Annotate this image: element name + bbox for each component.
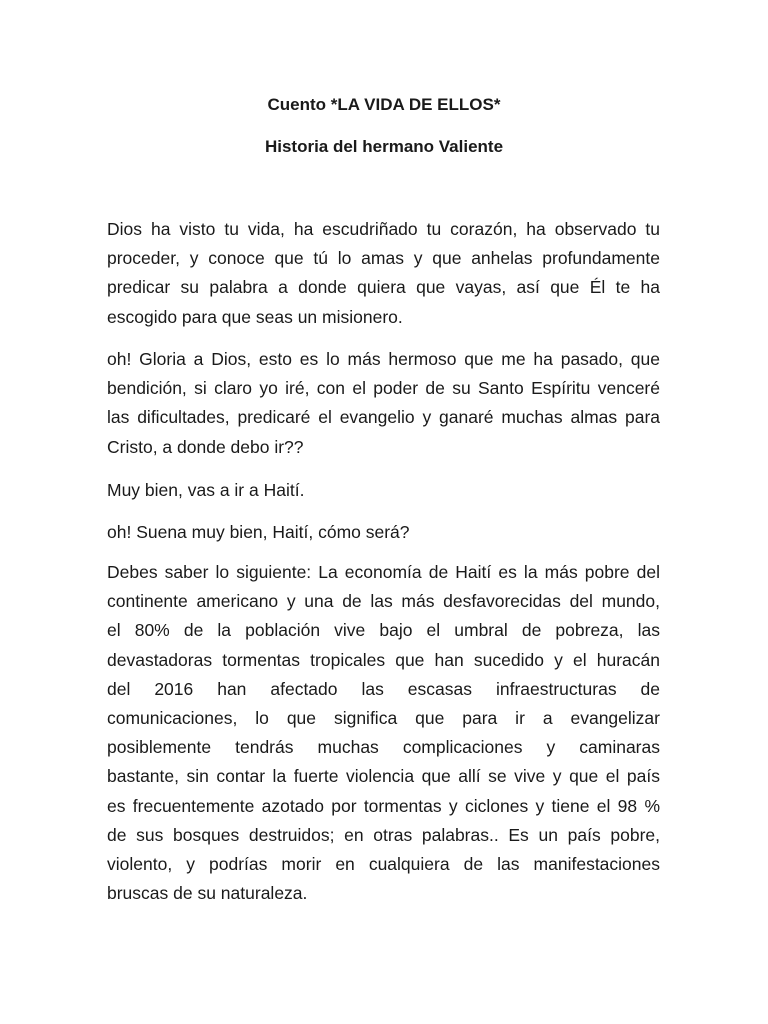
paragraph-line: Cristo, a donde debo ir?? <box>107 436 304 457</box>
paragraph-line: bendición, si claro yo iré, con el poder de su Santo Espíritu venceré <box>107 378 660 399</box>
paragraph-line: el 80% de la población vive bajo el umbral de pobreza, las <box>107 620 660 641</box>
paragraph-line: bastante, sin contar la fuerte violencia que allí se vive y que el país <box>107 766 660 787</box>
paragraph-line: de sus bosques destruidos; en otras palabras.. Es un país pobre, <box>107 824 660 845</box>
paragraph-line: devastadoras tormentas tropicales que han sucedido y el huracán <box>107 649 660 670</box>
paragraph-3 <box>107 476 660 505</box>
paragraph-4 <box>107 518 660 547</box>
document-subtitle: Historia del hermano Valiente <box>264 137 504 156</box>
paragraph-line: posiblemente tendrás muchas complicaciones y caminaras <box>107 737 660 758</box>
paragraph-line: proceder, y conoce que tú lo amas y que anhelas profundamente <box>107 248 660 269</box>
paragraph-line: bruscas de su naturaleza. <box>107 883 308 904</box>
paragraph-line: es frecuentemente azotado por tormentas y ciclones y tiene el 98 % <box>107 795 660 816</box>
paragraph-line: oh! Gloria a Dios, esto es lo más hermoso que me ha pasado, que <box>107 349 660 369</box>
paragraph-1 <box>107 215 660 332</box>
document-title: Cuento *LA VIDA DE ELLOS* <box>267 95 501 114</box>
paragraph-line: Muy bien, vas a ir a Haití. <box>107 480 305 500</box>
paragraph-5 <box>107 558 660 908</box>
paragraph-line: continente americano y una de las más desfavorecidas del mundo, <box>107 591 660 612</box>
paragraph-line: Dios ha visto tu vida, ha escudriñado tu corazón, ha observado tu <box>107 219 660 239</box>
paragraph-line: predicar su palabra a donde quiera que vayas, así que Él te ha <box>107 277 660 298</box>
paragraph-line: oh! Suena muy bien, Haití, cómo será? <box>107 522 410 542</box>
paragraph-line: escogido para que seas un misionero. <box>107 306 403 327</box>
paragraph-line: violento, y podrías morir en cualquiera de las manifestaciones <box>107 853 660 874</box>
paragraph-line: las dificultades, predicaré el evangelio y ganaré muchas almas para <box>107 407 660 428</box>
paragraph-line: comunicaciones, lo que significa que para ir a evangelizar <box>107 707 660 728</box>
paragraph-2 <box>107 345 660 462</box>
paragraph-line: del 2016 han afectado las escasas infraestructuras de <box>107 678 660 699</box>
paragraph-line: Debes saber lo siguiente: La economía de Haití es la más pobre del <box>107 562 660 582</box>
